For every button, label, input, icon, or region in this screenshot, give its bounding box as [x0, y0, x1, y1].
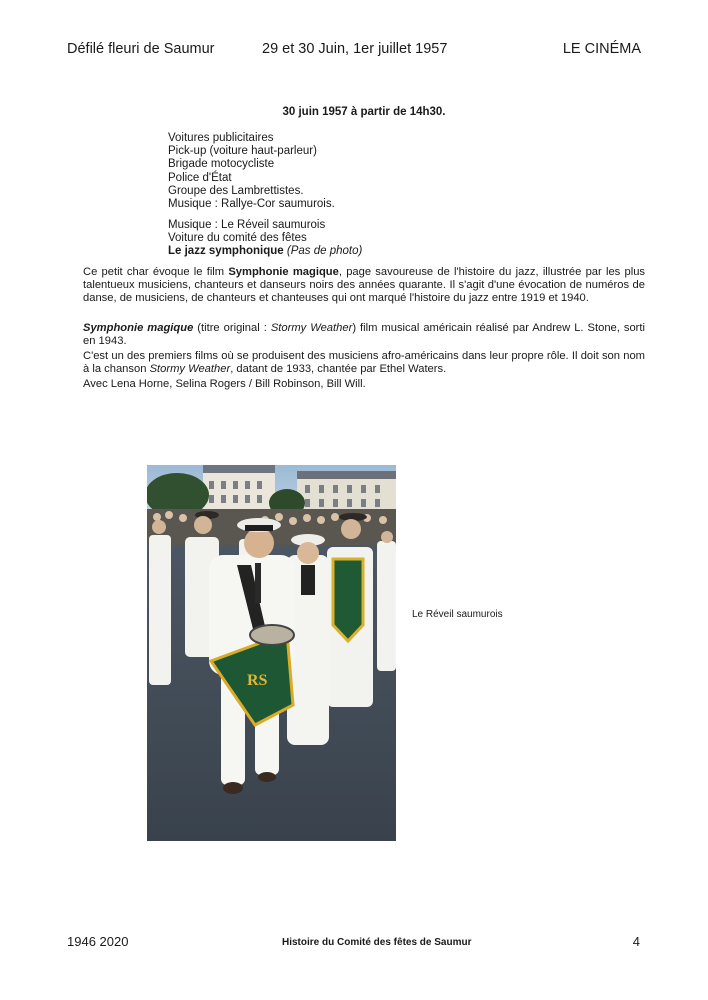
- song-title: Stormy Weather: [149, 363, 231, 376]
- footer-title: Histoire du Comité des fêtes de Saumur: [282, 937, 472, 948]
- history-paragraph: [83, 350, 645, 376]
- footer-years: 1946 2020: [67, 934, 129, 949]
- header-section: LE CINÉMA: [562, 41, 641, 57]
- cast-paragraph: Avec Lena Horne, Selina Rogers / Bill Robinson, Bill Will.: [83, 378, 366, 390]
- text-run: Ce petit char évoque le film: [83, 266, 229, 278]
- photo-caption: Le Réveil saumurois: [412, 609, 503, 620]
- procession-item: Voiture du comité des fêtes: [168, 232, 307, 245]
- procession-item: Musique : Rallye-Cor saumurois.: [168, 198, 335, 211]
- procession-item: Police d'État: [168, 171, 232, 184]
- film-title: Symphonie magique: [83, 322, 194, 334]
- text-run: C'est un des premiers films où se produisent des musiciens afro-américains dans leur propre rôle. Il doit son nom à la chanson: [83, 350, 645, 376]
- procession-item: Groupe des Lambrettistes.: [168, 184, 304, 197]
- procession-item: Voitures publicitaires: [168, 132, 274, 144]
- float-title: Le jazz symphonique: [168, 245, 284, 258]
- procession-list-1: [168, 132, 335, 211]
- procession-item: Musique : Le Réveil saumurois: [168, 219, 326, 231]
- procession-item: Pick-up (voiture haut-parleur): [168, 145, 317, 158]
- film-info-paragraph: [83, 322, 645, 348]
- page-number: 4: [632, 934, 640, 949]
- float-note: (Pas de photo): [286, 245, 363, 258]
- text-run: (titre original :: [193, 322, 271, 334]
- film-title: Symphonie magique: [228, 266, 339, 278]
- procession-list-2: [168, 219, 362, 259]
- description-paragraph: [83, 266, 645, 306]
- text-run: ) film musical américain réalisé par Andrew L. Stone, sorti en 1943.: [83, 322, 645, 348]
- original-title: Stormy Weather: [270, 322, 353, 334]
- parade-photo: [147, 465, 396, 841]
- event-date-heading: 30 juin 1957 à partir de 14h30.: [282, 106, 446, 118]
- header-title: Défilé fleuri de Saumur: [67, 41, 215, 57]
- procession-item: Brigade motocycliste: [168, 158, 275, 171]
- banner-monogram: RS: [247, 672, 268, 689]
- text-run: , datant de 1933, chantée par Ethel Waters.: [230, 363, 447, 376]
- float-entry: [168, 245, 362, 258]
- text-run: , page savoureuse de l'histoire du jazz, illustrée par les plus talentueux musiciens, chanteurs et danseurs noirs des années quarante. Il s'agit d'une évocation de numéros de danse, de musiciens, de chanteurs et chanteuses qui ont marqué l'histoire du jazz entre 1919 et 1940.: [83, 266, 646, 305]
- header-dates: 29 et 30 Juin, 1er juillet 1957: [262, 41, 448, 57]
